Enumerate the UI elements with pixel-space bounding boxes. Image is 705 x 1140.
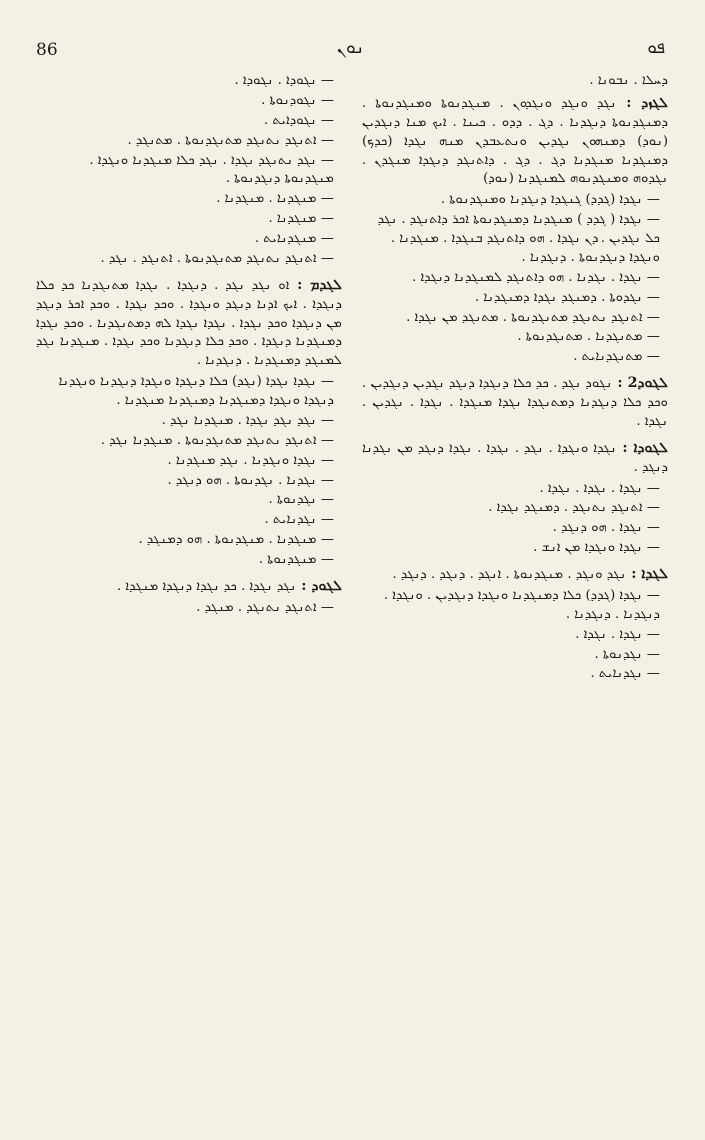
entry-text: ܢܓܘܕܐܝܬ . xyxy=(263,112,317,128)
entry-dash: — xyxy=(642,192,660,208)
sub-entry xyxy=(36,432,342,451)
entry-dash: — xyxy=(642,520,660,536)
dictionary-entry xyxy=(362,93,668,189)
sub-entry xyxy=(362,499,668,518)
sub-entry xyxy=(36,472,342,491)
entry-dash: — xyxy=(642,269,660,285)
entry-dash: — xyxy=(642,587,660,603)
entry-text: ܢܓܕܐ ܘܢܓܕܢܐ . ܢܓܕ ܡܢܓܕܢܐ . xyxy=(167,452,317,468)
sub-entry xyxy=(362,269,668,288)
entry-text: ܡܢܓܕܢܘܬܐ . xyxy=(258,552,317,567)
entry-text: ܢܓܘܕܐ . ܢܓܘܕܐ . xyxy=(234,73,317,88)
entry-text: ܐܬܢܓܕ ܢܬܢܓܕ ܡܬܢܓܕܢܘܬܐ . ܡܬܢܓܕ ܡܢ ܢܓܕܐ . xyxy=(406,309,643,325)
entry-dash: — xyxy=(642,666,660,682)
page-number: 86 xyxy=(36,40,58,60)
entry-text: ܐܬܢܓܕ ܢܬܢܓܕ . ܡܢܓܕ . xyxy=(196,599,317,615)
entry-text: ܡܢܓܕܢܐܝܬ . xyxy=(254,231,317,246)
entry-dash: — xyxy=(642,289,660,305)
entry-dash: — xyxy=(316,599,334,615)
sub-entry xyxy=(362,539,668,558)
entry-dash: — xyxy=(316,452,334,468)
entry-text: ܢܓܕܢܐܝܬ . xyxy=(264,512,317,528)
entry-text: ܢܓܕܐ . ܢܓܕܐ . ܢܓܕܐ . xyxy=(539,480,643,496)
entry-text: ܢܓܕܐ ܘܢܓܕܐ . ܢܓܕ . ܢܓܕܐ . ܢܓܕܐ ܕܢܓܕ ܡܢ ܢܓܕܢܐ ܕܢܓܕ . xyxy=(362,440,668,475)
sub-entry xyxy=(362,519,668,538)
entry-dash: — xyxy=(642,349,660,365)
entry-headword: ܠܓܘܕ : xyxy=(296,577,342,594)
entry-text: ܡܢܓܕܢܐ . xyxy=(268,211,317,227)
entry-dash: — xyxy=(316,231,334,246)
left-column xyxy=(36,72,342,619)
entry-text: ܡܢܓܕܢܐ . ܡܢܓܕܢܐ . xyxy=(216,191,317,207)
dictionary-entry xyxy=(36,576,342,597)
entry-text: ܢܓܕ ܢܬܢܓܕ ܢܓܕܐ . ܢܓܕ ܟܠܐ ܡܢܓܕܢܐ ܘܢܓܕܐ . ܡܢܓܕܢܘܬܐ ܕܢܓܕܢܘܬܐ . xyxy=(89,152,334,187)
entry-text: ܢܓܕܐ (ܓܕܕ) ܟܠܐ ܕܡܢܓܕܢܐ ܘܢܓܕܐ ܕܢܓܕܝܢ . ܘܢܓܕܐ . ܕܢܓܕܢܐ . ܕܢܓܕܢܐ . xyxy=(383,587,660,622)
sub-entry xyxy=(362,191,668,210)
entry-dash: — xyxy=(316,73,334,88)
entry-dash: — xyxy=(316,92,334,108)
sub-entry xyxy=(36,112,342,131)
entry-text: ܐܬܢܓܕ ܢܬܢܓܕ . ܕܡܢܓܕ ܢܓܕܐ . xyxy=(488,500,643,516)
right-column xyxy=(362,72,668,685)
entry-text: ܐܬܢܓܕ ܢܬܢܓܕ ܡܬܢܓܕܢܘܬܐ . ܡܬܢܓܕ . xyxy=(127,132,317,148)
entry-text: ܡܬܢܓܕܢܐܝܬ . xyxy=(573,349,643,365)
dictionary-entry xyxy=(362,373,668,432)
entry-dash: — xyxy=(642,329,660,345)
sub-entry xyxy=(362,480,668,499)
entry-dash: — xyxy=(316,472,334,488)
entry-text: ܐܘ ܢܓܕ ܢܓܕ . ܕܢܓܕܐ . ܢܓܕܐ ܡܬܢܓܕܢܐ ܟܕ ܟܠܐ ܕܢܓܕܐ . ܐܝܟ ܐܕܢܐ ܕܢܓܕ ܘܢܓܕܐ . ܘܟܕ ܢܓܕܐ . ܘܟܕ ܐܟܪ ܕܢܓܕ ܡܢ ܕܢܓܕܐ ܘܟܕ ܢܓܕܐ . ܢܓܕܐ ܢܓܕܐ ܠܗ ܕܡܬܢܓܕܢܐ . ܘܟܕ ܢܓܕܐ ܕܡܢܓܕܢܐ ܕܢܓܕܐ . ܘܟܕ ܟܠܐ ܕܢܓܕܢܐ ܘܟܕ ܢܓܕܐ . ܡܢܓܕܢܐ ܢܓܕ ܠܡܢܓܕ ܕܡܢܓܕܢܐ . ܕܢܓܕܢܐ . xyxy=(36,277,342,369)
dictionary-entry xyxy=(362,72,668,91)
entry-headword: ܠܓܕܡ : xyxy=(289,276,342,293)
entry-text: ܢܓܘܕ ܢܓܕ . ܟܕ ܟܠܐ ܕܢܓܕܐ ܕܢܓܕ ܢܓܕܝܢ ܕܢܓܕܝܢ . ܘܟܕ ܟܠܐ ܕܢܓܕܢܐ ܕܡܬܢܓܕܐ ܢܓܕܐ ܡܢܓܕܐ . ܢܓܕܐ . ܢܓܕܝܢ . ܢܓܕܐ . xyxy=(362,376,668,429)
entry-dash: — xyxy=(316,412,334,428)
entry-text: ܢܓܕ ܘܢܓܕ . ܡܢܓܕܢܘܬܐ . ܐܢܓܕ . ܕܢܓܕ . ܕܢܓܕ . xyxy=(392,567,627,582)
sub-entry xyxy=(36,92,342,111)
entry-headword: ܠܓܘܕܐ : xyxy=(616,439,668,456)
entry-headword: ܠܓܘܕ2 : xyxy=(612,375,668,392)
entry-dash: — xyxy=(316,374,334,390)
entry-dash: — xyxy=(642,540,660,556)
entry-text: ܐܬܢܓܕ ܢܬܢܓܕ ܡܬܢܓܕܢܘܬܐ . ܡܢܓܕܢܐ ܢܓܕ . xyxy=(100,432,317,448)
sub-entry xyxy=(362,587,668,625)
entry-text: ܢܓܕ ܢܓܕܐ . ܟܕ ܢܓܕܐ ܕܢܓܕܐ ܡܢܓܕܐ . xyxy=(117,578,297,594)
sub-entry xyxy=(36,412,342,431)
entry-dash: — xyxy=(316,552,334,567)
entry-text: ܡܢܓܕܢܐ . ܡܢܓܕܢܘܬܐ . ܗܘ ܕܡܢܓܕ . xyxy=(138,532,317,548)
entry-dash: — xyxy=(316,250,334,266)
entry-headword: ܠܓܙܕ : xyxy=(616,94,668,111)
entry-text: ܢܓܕܐ ( ܓܕܕ ) ܡܢܓܕܢܐ ܕܡܢܓܕܢܘܬܐ ܐܟܪ ܕܐܬܢܓܕ . ܢܓܕ ܟܠ ܢܓܕܝܢ . ܕܢ ܢܓܕܐ . ܗܘ ܕܐܬܢܓܕ ܒܢܓܕܐ . ܡܢܓܕܢܐ . ܘܢܓܕܐ ܕܢܓܕܢܘܬܐ . ܕܢܓܕܢܐ . xyxy=(377,212,660,265)
entry-dash: — xyxy=(316,211,334,227)
sub-entry xyxy=(36,491,342,510)
entry-dash: — xyxy=(642,309,660,325)
entry-dash: — xyxy=(642,626,660,642)
page-header xyxy=(36,34,665,62)
entry-dash: — xyxy=(316,532,334,548)
entry-text: ܢܓܕܐ . ܢܓܕܐ . xyxy=(575,626,643,642)
entry-text: ܡܬܢܓܕܢܐ . ܡܬܢܓܕܢܘܬܐ . xyxy=(517,329,643,345)
entry-dash: — xyxy=(642,500,660,516)
entry-text: ܢܓܕܢܐܝܬ . xyxy=(590,666,643,682)
entry-text: ܢܓܕܐ ܢܓܕܐ (ܢܓܕ) ܟܠܐ ܕܢܓܕܐ ܘܢܓܕܐ ܕܢܓܕܢܐ ܘܢܓܕܢܐ ܕܢܓܕܐ ܘܢܓܕܐ ܕܡܢܓܕܢܐ ܕܡܢܓܕܢܐ ܡܢܓܕܢܐ . xyxy=(58,374,334,408)
entry-dash: — xyxy=(642,646,660,662)
sub-entry xyxy=(362,646,668,665)
entry-dash: — xyxy=(316,112,334,128)
entry-text: ܢܓܕܐ (ܓܕܕ) ܓܢܓܕܐ ܕܢܓܕܢܐ ܘܡܢܓܕܢܘܬܐ . xyxy=(440,192,643,208)
sub-entry xyxy=(36,72,342,91)
entry-text: ܢܓܕܘܬܐ . ܕܡܢܓܕ ܢܓܕܐ ܕܡܢܓܕܢܐ . xyxy=(475,289,643,305)
entry-text: ܢܓܕܐ ܘܢܓܕܐ ܡܢ ܐܢܫ . xyxy=(533,540,643,556)
dictionary-entry xyxy=(36,275,342,371)
entry-dash: — xyxy=(642,480,660,496)
sub-entry xyxy=(36,452,342,471)
right-mark: ܦܘ xyxy=(647,38,665,58)
sub-entry xyxy=(362,328,668,347)
entry-dash: — xyxy=(316,132,334,148)
entry-text: ܢܓܕ ܢܓܕ ܢܓܕܐ . ܡܢܓܕܢܐ ܢܓܕ . xyxy=(161,412,317,428)
entry-text: ܢܓܕܐ . ܗܘ ܕܢܓܕ . xyxy=(552,520,643,536)
entry-text: ܢܓܕܢܐ . ܢܓܕܢܘܬܐ . ܗܘ ܕܢܓܕ . xyxy=(167,472,317,488)
entry-text: ܢܓܕܐ . ܢܓܕܢܐ . ܗܘ ܕܐܬܢܓܕ ܠܡܢܓܕܢܐ ܕܢܓܕܐ . xyxy=(412,269,643,285)
sub-entry xyxy=(362,348,668,367)
sub-entry xyxy=(36,210,342,229)
sub-entry xyxy=(36,599,342,618)
sub-entry xyxy=(36,132,342,151)
entry-dash: — xyxy=(316,492,334,508)
sub-entry xyxy=(362,289,668,308)
entry-text: ܐܬܢܓܕ ܢܬܢܓܕ ܡܬܢܓܕܢܘܬܐ . ܐܬܢܓܕ . ܢܓܕ . xyxy=(100,250,317,266)
sub-entry xyxy=(36,551,342,570)
sub-entry xyxy=(362,665,668,684)
entry-dash: — xyxy=(642,212,660,228)
entry-text: ܢܓܕܢܘܬܐ . xyxy=(268,492,317,508)
sub-entry xyxy=(362,211,668,268)
entry-dash: — xyxy=(316,191,334,207)
dictionary-entry xyxy=(362,438,668,478)
entry-dash: — xyxy=(316,512,334,528)
sub-entry xyxy=(36,152,342,190)
sub-entry xyxy=(362,626,668,645)
sub-entry xyxy=(36,250,342,269)
sub-entry xyxy=(36,373,342,411)
entry-dash: — xyxy=(316,432,334,448)
sub-entry xyxy=(362,309,668,328)
entry-dash: — xyxy=(316,152,334,168)
sub-entry xyxy=(36,230,342,249)
dictionary-entry xyxy=(362,564,668,585)
entry-text: ܕܚܠܐ . ܢܒܘܢܐ . xyxy=(589,73,668,88)
entry-text: ܢܓܕ ܘܢܓܕ ܘܢܓܕܘܢ . ܡܢܓܕܢܘܬܐ ܘܡܢܓܕܢܘܬܐ . ܕܡܢܓܕܢܘܬܐ ܕܢܓܕܢܐ . ܕܓ . ܕܕܘ . ܟܝܢܐ . ܐܝܟ ܡܢܐ ܕܢܓܕܝܢ (ܢܘܕ) ܕܡܢܗܘܢ ܢܓܕܝܢ ܘܢܬܥܒܕܢ ܡܢܗ ܢܓܕܐ (ܟܕܟ) ܕܡܢܓܕܢܐ ܡܢܓܕܢܐ ܕܓ . ܕܓ . ܕܐܬܢܓܕ ܕܢܓܕܐ ܡܢܓܕܢ . ܢܓܕܘܗ ܘܡܢܓܕܢܘܗ ܠܡܢܓܕܢܐ (ܢܘܕ) xyxy=(362,95,668,187)
entry-text: ܢܓܘܕܢܘܬܐ . xyxy=(261,92,317,108)
entry-headword: ܠܓܕܐ : xyxy=(626,566,668,582)
sub-entry xyxy=(36,190,342,209)
entry-text: ܢܓܕܢܘܬܐ . xyxy=(594,646,643,662)
running-head: ܢܘܢ xyxy=(336,38,365,58)
sub-entry xyxy=(36,511,342,530)
sub-entry xyxy=(36,531,342,550)
